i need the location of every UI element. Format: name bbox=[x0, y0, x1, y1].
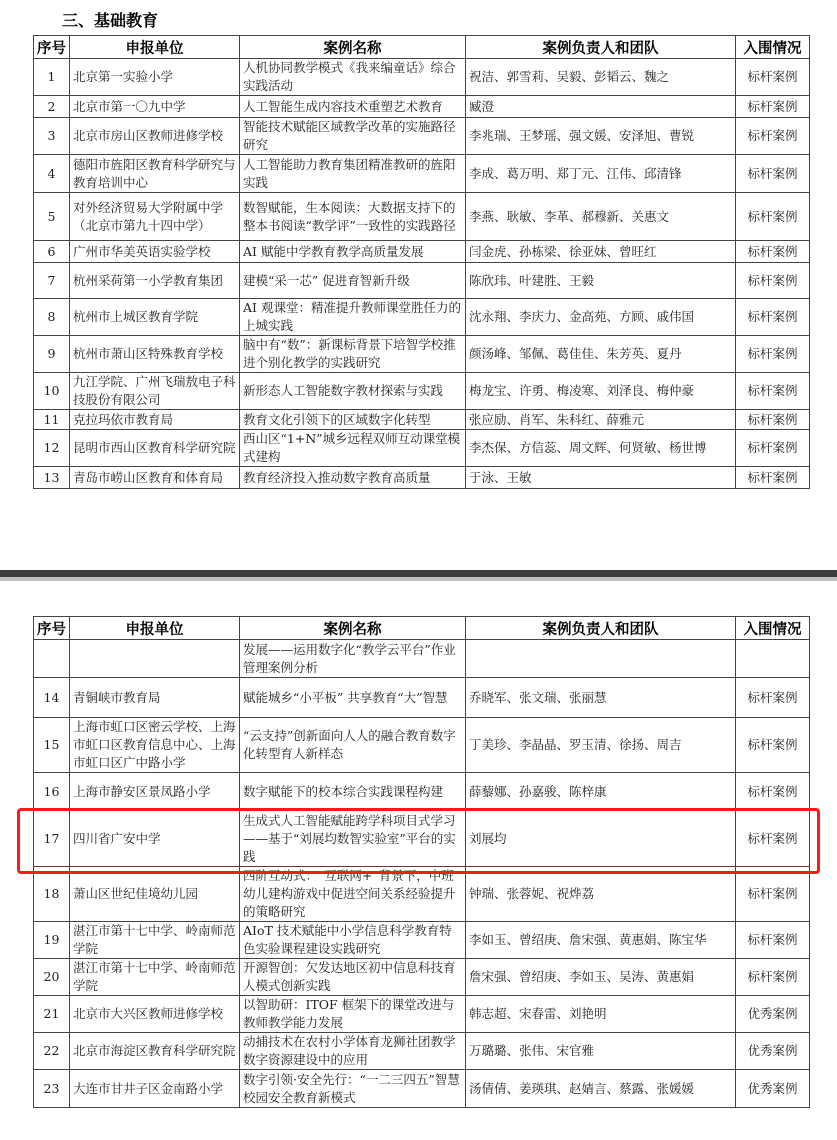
header-status: 入围情况 bbox=[736, 617, 810, 640]
case-team: 乔晓军、张文瑞、张丽慧 bbox=[466, 678, 736, 718]
case-team: 万璐璐、张伟、宋官雅 bbox=[466, 1033, 736, 1070]
selection-status: 标杆案例 bbox=[736, 241, 810, 263]
row-number: 3 bbox=[34, 118, 70, 155]
row-number: 22 bbox=[34, 1033, 70, 1070]
row-number: 8 bbox=[34, 299, 70, 336]
table-row bbox=[34, 467, 810, 489]
selection-status: 标杆案例 bbox=[736, 718, 810, 773]
selection-status: 优秀案例 bbox=[736, 1070, 810, 1108]
table-header-row bbox=[34, 617, 810, 640]
applicant-unit: 广州市华美英语实验学校 bbox=[70, 241, 240, 263]
row-number: 12 bbox=[34, 430, 70, 467]
case-name: 赋能城乡“小平板” 共享教育“大”智慧 bbox=[240, 678, 466, 718]
header-no: 序号 bbox=[34, 617, 70, 640]
applicant-unit: 杭州市上城区教育学院 bbox=[70, 299, 240, 336]
applicant-unit: 北京市房山区教师进修学校 bbox=[70, 118, 240, 155]
row-number: 19 bbox=[34, 922, 70, 959]
case-team: 臧澄 bbox=[466, 96, 736, 118]
applicant-unit: 德阳市旌阳区教育科学研究与教育培训中心 bbox=[70, 155, 240, 193]
table-row bbox=[34, 959, 810, 996]
applicant-unit: 杭州采荷第一小学教育集团 bbox=[70, 263, 240, 299]
case-team: 沈永翔、李庆力、金高苑、方顾、戚伟国 bbox=[466, 299, 736, 336]
applicant-unit: 大连市甘井子区金南路小学 bbox=[70, 1070, 240, 1108]
row-number: 14 bbox=[34, 678, 70, 718]
case-team bbox=[466, 640, 736, 678]
case-name: AIoT 技术赋能中小学信息科学教育特色实验课程建设实践研究 bbox=[240, 922, 466, 959]
row-number: 17 bbox=[34, 811, 70, 867]
applicant-unit bbox=[70, 640, 240, 678]
table-row bbox=[34, 867, 810, 922]
selection-status: 标杆案例 bbox=[736, 922, 810, 959]
table-row bbox=[34, 299, 810, 336]
case-name: 以智助研：ITOF 框架下的课堂改进与教师教学能力发展 bbox=[240, 996, 466, 1033]
case-name: 建模“采一芯” 促进育智新升级 bbox=[240, 263, 466, 299]
table-row bbox=[34, 718, 810, 773]
case-name: 西山区“1+N”城乡远程双师互动课堂模式建构 bbox=[240, 430, 466, 467]
page-break-edge bbox=[0, 577, 837, 581]
applicant-unit: 萧山区世纪佳境幼儿园 bbox=[70, 867, 240, 922]
selection-status: 标杆案例 bbox=[736, 263, 810, 299]
table-row bbox=[34, 1033, 810, 1070]
selection-status: 标杆案例 bbox=[736, 373, 810, 410]
case-team: 詹宋强、曾绍庚、李如玉、吴涛、黄惠娟 bbox=[466, 959, 736, 996]
case-table-page-2 bbox=[33, 616, 810, 1108]
case-name: 发展——运用数字化“教学云平台”作业管理案例分析 bbox=[240, 640, 466, 678]
selection-status: 标杆案例 bbox=[736, 430, 810, 467]
selection-status: 标杆案例 bbox=[736, 155, 810, 193]
header-unit: 申报单位 bbox=[70, 617, 240, 640]
selection-status: 优秀案例 bbox=[736, 1033, 810, 1070]
case-name: 新形态人工智能数字教材探索与实践 bbox=[240, 373, 466, 410]
table-row bbox=[34, 1070, 810, 1108]
case-name: 生成式人工智能赋能跨学科项目式学习——基于“刘展均数智实验室”平台的实践 bbox=[240, 811, 466, 867]
case-team: 钟瑞、张蓉妮、祝烨荔 bbox=[466, 867, 736, 922]
case-team: 李杰保、方信蕊、周文辉、何贤敏、杨世博 bbox=[466, 430, 736, 467]
table-row bbox=[34, 410, 810, 430]
case-name: 智能技术赋能区域教学改革的实施路径研究 bbox=[240, 118, 466, 155]
case-name: 人工智能生成内容技术重塑艺术教育 bbox=[240, 96, 466, 118]
case-name: 人工智能助力教育集团精准教研的旌阳实践 bbox=[240, 155, 466, 193]
case-team: 刘展均 bbox=[466, 811, 736, 867]
selection-status: 标杆案例 bbox=[736, 96, 810, 118]
case-name: 开源智创：欠发达地区初中信息科技育人模式创新实践 bbox=[240, 959, 466, 996]
case-name: 人机协同教学模式《我来编童话》综合实践活动 bbox=[240, 59, 466, 96]
row-number: 11 bbox=[34, 410, 70, 430]
row-number bbox=[34, 640, 70, 678]
applicant-unit: 湛江市第十七中学、岭南师范学院 bbox=[70, 922, 240, 959]
case-team: 薛藜娜、孙嘉骏、陈梓康 bbox=[466, 773, 736, 811]
row-number: 21 bbox=[34, 996, 70, 1033]
table-row bbox=[34, 59, 810, 96]
table-row bbox=[34, 773, 810, 811]
case-team: 丁美珍、李晶晶、罗玉清、徐扬、周吉 bbox=[466, 718, 736, 773]
selection-status: 标杆案例 bbox=[736, 193, 810, 241]
applicant-unit: 杭州市萧山区特殊教育学校 bbox=[70, 336, 240, 373]
row-number: 5 bbox=[34, 193, 70, 241]
table-row bbox=[34, 996, 810, 1033]
case-team: 李燕、耿敏、李革、郝穆新、关惠文 bbox=[466, 193, 736, 241]
row-number: 15 bbox=[34, 718, 70, 773]
selection-status: 标杆案例 bbox=[736, 867, 810, 922]
row-number: 18 bbox=[34, 867, 70, 922]
case-name: 数字赋能下的校本综合实践课程构建 bbox=[240, 773, 466, 811]
row-number: 20 bbox=[34, 959, 70, 996]
case-team: 汤倩倩、姜瑛琪、赵婧言、蔡露、张媛媛 bbox=[466, 1070, 736, 1108]
applicant-unit: 克拉玛依市教育局 bbox=[70, 410, 240, 430]
row-number: 13 bbox=[34, 467, 70, 489]
case-team: 颜汤峰、邹佩、葛佳佳、朱芳英、夏丹 bbox=[466, 336, 736, 373]
case-team: 祝洁、郭雪莉、吴毅、彭韬云、魏之 bbox=[466, 59, 736, 96]
row-number: 4 bbox=[34, 155, 70, 193]
table-row bbox=[34, 678, 810, 718]
row-number: 23 bbox=[34, 1070, 70, 1108]
row-number: 6 bbox=[34, 241, 70, 263]
applicant-unit: 九江学院、广州飞瑞敖电子科技股份有限公司 bbox=[70, 373, 240, 410]
case-name: 脑中有“数”：新课标背景下培智学校推进个别化教学的实践研究 bbox=[240, 336, 466, 373]
selection-status: 标杆案例 bbox=[736, 59, 810, 96]
case-team: 张应励、肖军、朱科红、薛雅元 bbox=[466, 410, 736, 430]
row-number: 9 bbox=[34, 336, 70, 373]
table-row bbox=[34, 193, 810, 241]
table-row bbox=[34, 118, 810, 155]
applicant-unit: 北京市第一〇九中学 bbox=[70, 96, 240, 118]
case-team: 陈欣玮、叶建胜、王毅 bbox=[466, 263, 736, 299]
section-title: 三、基础教育 bbox=[62, 11, 159, 30]
applicant-unit: 昆明市西山区教育科学研究院 bbox=[70, 430, 240, 467]
table-row-continuation bbox=[34, 640, 810, 678]
case-name: AI 赋能中学教育教学高质量发展 bbox=[240, 241, 466, 263]
case-table-page-1 bbox=[33, 35, 810, 489]
selection-status: 标杆案例 bbox=[736, 336, 810, 373]
header-case: 案例名称 bbox=[240, 617, 466, 640]
row-number: 2 bbox=[34, 96, 70, 118]
case-team: 闫金虎、孙栋梁、徐亚妹、曾旺红 bbox=[466, 241, 736, 263]
row-number: 16 bbox=[34, 773, 70, 811]
table-body-page-1 bbox=[34, 59, 810, 489]
case-name: 教育经济投入推动数字教育高质量 bbox=[240, 467, 466, 489]
selection-status bbox=[736, 640, 810, 678]
header-unit: 申报单位 bbox=[70, 36, 240, 59]
case-name: 四阶互动式：“互联网+”背景下，中班幼儿建构游戏中促进空间关系经验提升的策略研究 bbox=[240, 867, 466, 922]
selection-status: 标杆案例 bbox=[736, 959, 810, 996]
applicant-unit: 北京市大兴区教师进修学校 bbox=[70, 996, 240, 1033]
header-case: 案例名称 bbox=[240, 36, 466, 59]
selection-status: 标杆案例 bbox=[736, 773, 810, 811]
case-team: 于泳、王敏 bbox=[466, 467, 736, 489]
row-number: 1 bbox=[34, 59, 70, 96]
case-name: “云支持”创新面向人人的融合教育数字化转型育人新样态 bbox=[240, 718, 466, 773]
applicant-unit: 上海市虹口区密云学校、上海市虹口区教育信息中心、上海市虹口区广中路小学 bbox=[70, 718, 240, 773]
table-body-page-2 bbox=[34, 640, 810, 1108]
table-row bbox=[34, 430, 810, 467]
applicant-unit: 四川省广安中学 bbox=[70, 811, 240, 867]
case-team: 李成、葛万明、郑丁元、江伟、邱清锋 bbox=[466, 155, 736, 193]
page-break-shadow bbox=[0, 570, 837, 577]
applicant-unit: 对外经济贸易大学附属中学（北京市第九十四中学） bbox=[70, 193, 240, 241]
selection-status: 标杆案例 bbox=[736, 410, 810, 430]
header-team: 案例负责人和团队 bbox=[466, 617, 736, 640]
case-team: 梅龙宝、许勇、梅凌寒、刘泽良、梅仲豪 bbox=[466, 373, 736, 410]
applicant-unit: 北京第一实验小学 bbox=[70, 59, 240, 96]
row-number: 10 bbox=[34, 373, 70, 410]
case-name: AI 观课堂：精准提升教师课堂胜任力的上城实践 bbox=[240, 299, 466, 336]
header-status: 入围情况 bbox=[736, 36, 810, 59]
case-name: 数智赋能，生本阅读：大数据支持下的整本书阅读“教学评”一致性的实践路径 bbox=[240, 193, 466, 241]
table-row bbox=[34, 96, 810, 118]
applicant-unit: 上海市静安区景凤路小学 bbox=[70, 773, 240, 811]
row-number: 7 bbox=[34, 263, 70, 299]
table-row bbox=[34, 155, 810, 193]
header-no: 序号 bbox=[34, 36, 70, 59]
selection-status: 标杆案例 bbox=[736, 811, 810, 867]
selection-status: 标杆案例 bbox=[736, 678, 810, 718]
selection-status: 标杆案例 bbox=[736, 299, 810, 336]
case-name: 数字引领·安全先行：“一二三四五”智慧校园安全教育新模式 bbox=[240, 1070, 466, 1108]
table-row bbox=[34, 922, 810, 959]
table-row bbox=[34, 241, 810, 263]
header-team: 案例负责人和团队 bbox=[466, 36, 736, 59]
case-team: 韩志超、宋春雷、刘艳明 bbox=[466, 996, 736, 1033]
applicant-unit: 湛江市第十七中学、岭南师范学院 bbox=[70, 959, 240, 996]
selection-status: 优秀案例 bbox=[736, 996, 810, 1033]
selection-status: 标杆案例 bbox=[736, 118, 810, 155]
table-row bbox=[34, 811, 810, 867]
case-name: 动捕技术在农村小学体育龙狮社团教学数字资源建设中的应用 bbox=[240, 1033, 466, 1070]
case-team: 李兆瑞、王梦瑶、强文媛、安泽旭、曹锐 bbox=[466, 118, 736, 155]
applicant-unit: 青铜峡市教育局 bbox=[70, 678, 240, 718]
applicant-unit: 青岛市崂山区教育和体育局 bbox=[70, 467, 240, 489]
case-name: 教育文化引领下的区域数字化转型 bbox=[240, 410, 466, 430]
table-row bbox=[34, 373, 810, 410]
table-row bbox=[34, 263, 810, 299]
case-team: 李如玉、曾绍庚、詹宋强、黄惠娟、陈宝华 bbox=[466, 922, 736, 959]
table-header-row bbox=[34, 36, 810, 59]
table-row bbox=[34, 336, 810, 373]
selection-status: 标杆案例 bbox=[736, 467, 810, 489]
applicant-unit: 北京市海淀区教育科学研究院 bbox=[70, 1033, 240, 1070]
